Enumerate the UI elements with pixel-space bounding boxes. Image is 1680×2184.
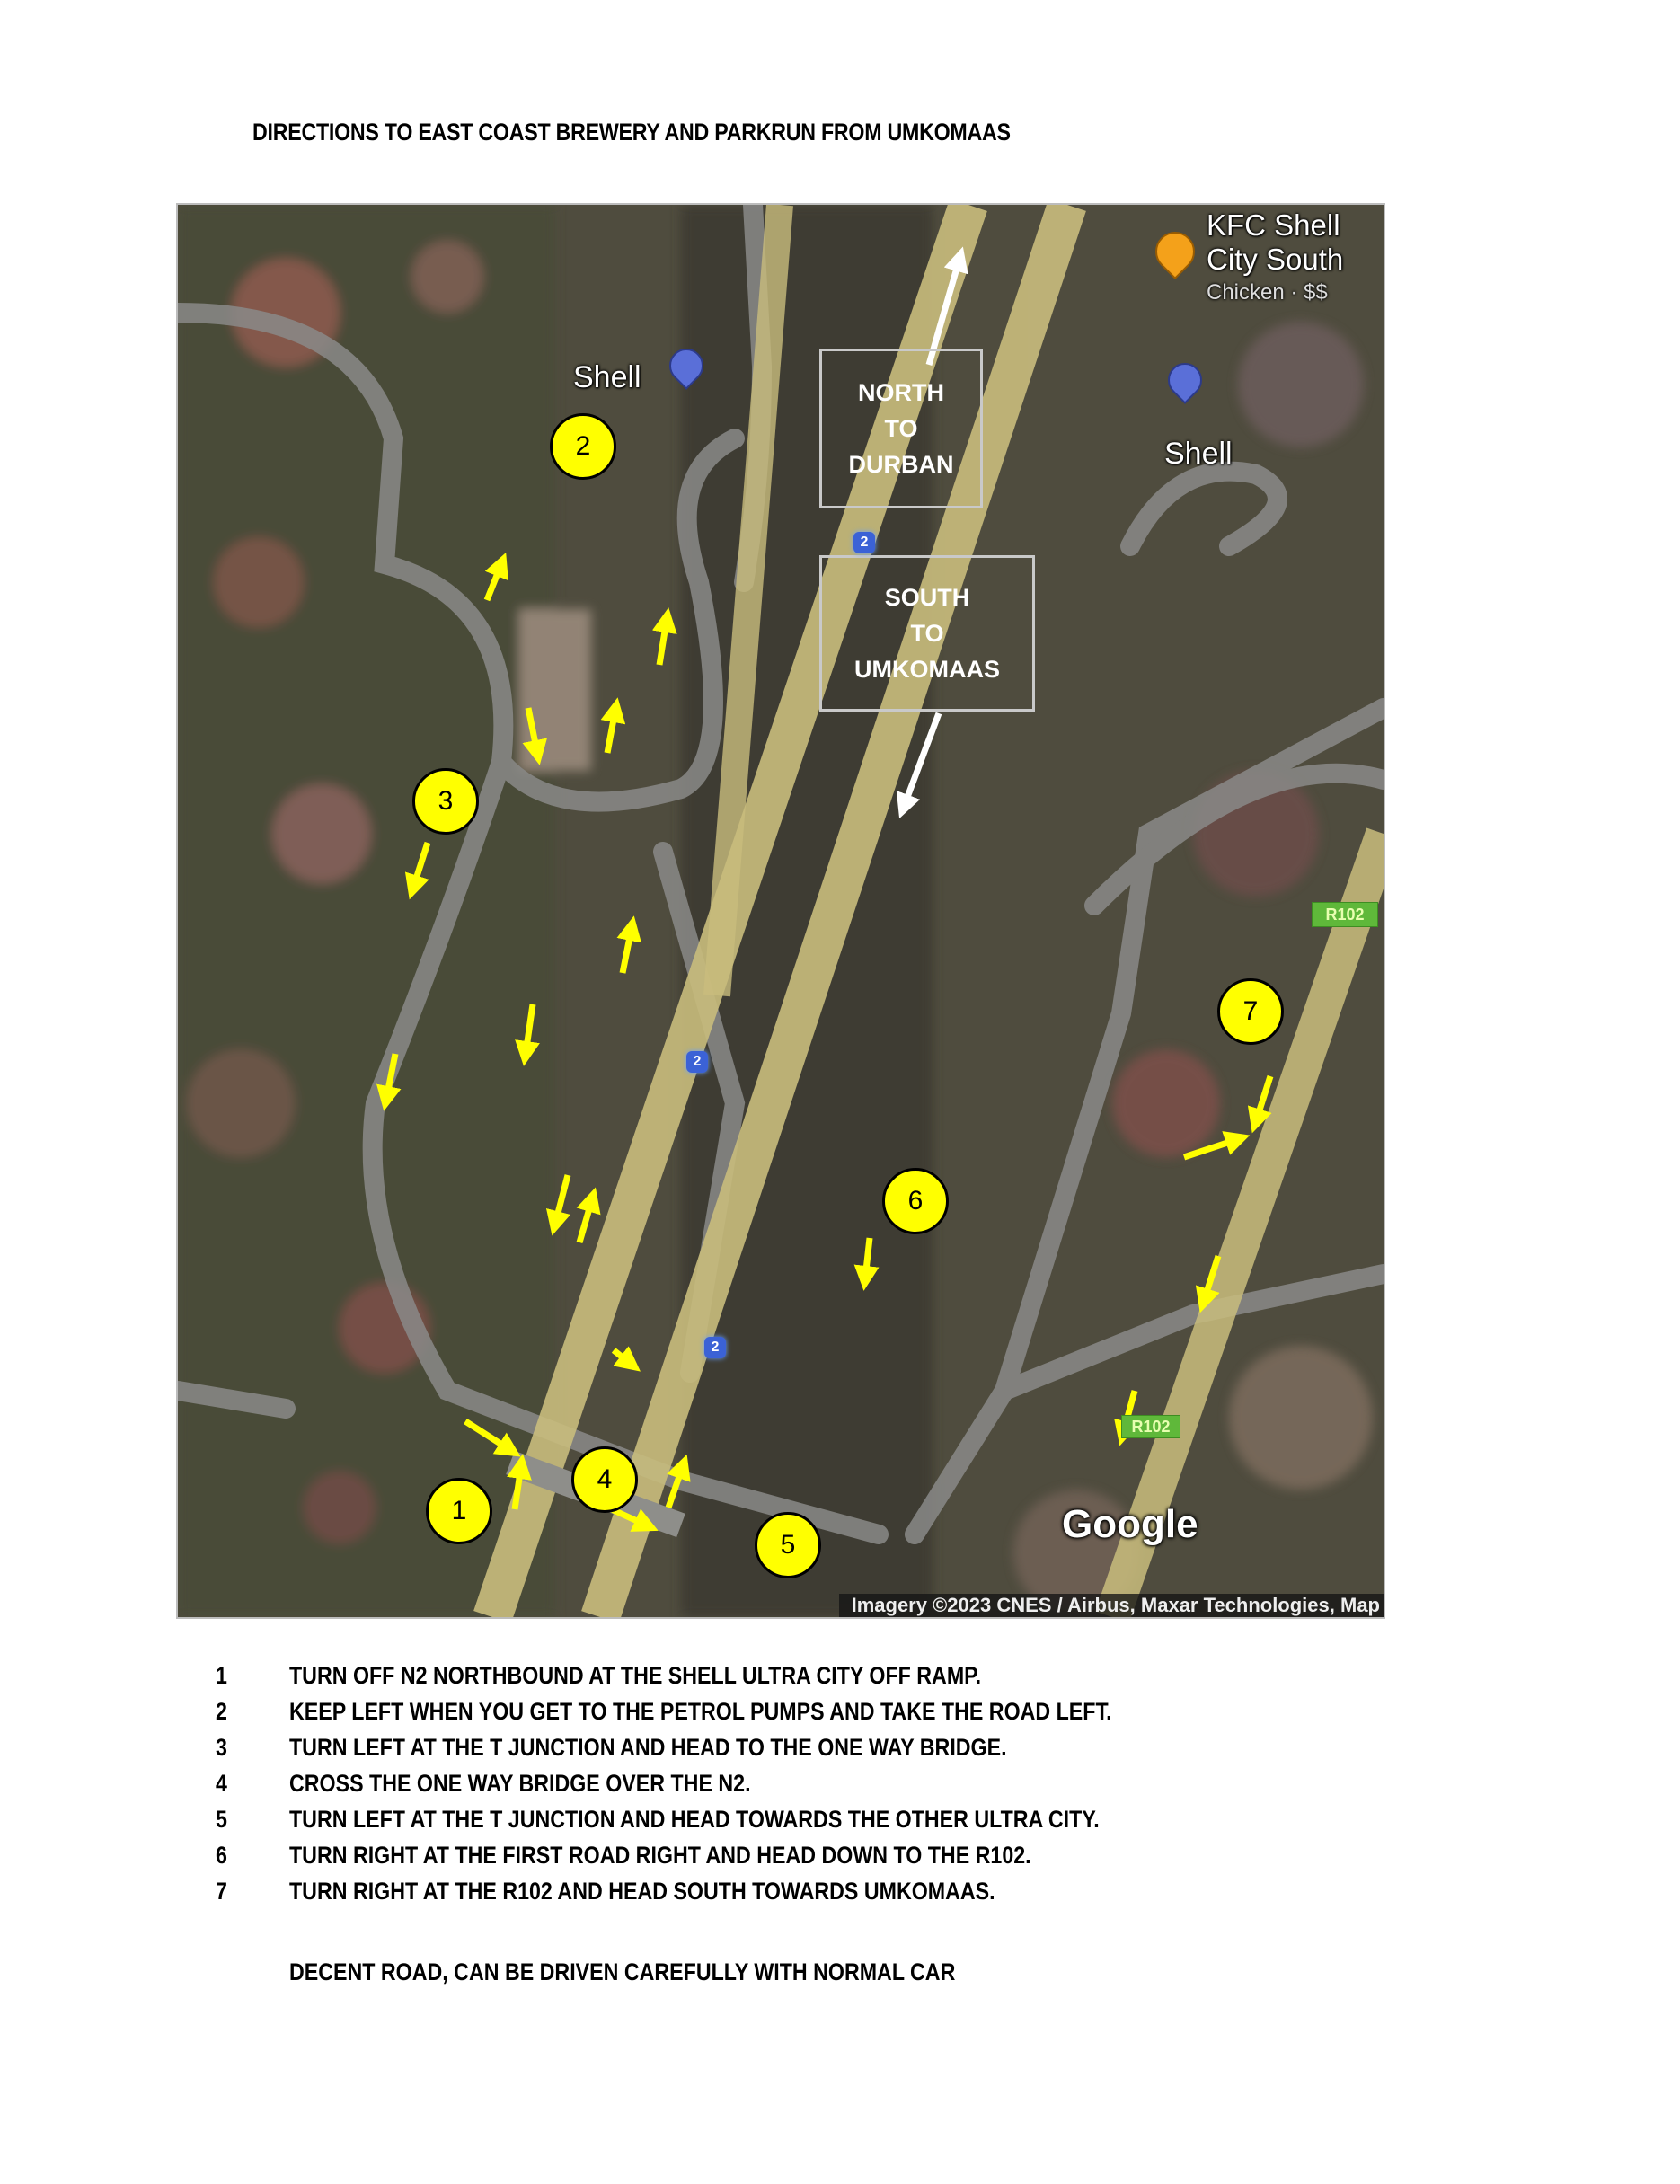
step-marker-5: 5 <box>755 1512 821 1578</box>
shell-label-east[interactable]: Shell <box>1164 437 1233 471</box>
box-line: TO <box>884 415 918 442</box>
step-text: TURN OFF N2 NORTHBOUND AT THE SHELL ULTRA CITY OFF RAMP. <box>289 1662 982 1689</box>
step-number: 5 <box>216 1806 227 1833</box>
kfc-subtitle: Chicken · $$ <box>1207 280 1328 305</box>
step-number: 2 <box>216 1698 227 1725</box>
step-number: 1 <box>216 1662 227 1689</box>
step-marker-1: 1 <box>426 1478 492 1544</box>
step-text: TURN LEFT AT THE T JUNCTION AND HEAD TO THE ONE WAY BRIDGE. <box>289 1734 1007 1761</box>
step-marker-6: 6 <box>882 1168 949 1234</box>
north-to-durban-box <box>819 349 983 508</box>
r102-route-label: R102 <box>1312 902 1378 927</box>
n2-shield-icon: 2 <box>704 1337 726 1358</box>
n2-shield-icon: 2 <box>853 532 875 553</box>
step-marker-2: 2 <box>550 413 616 480</box>
r102-route-label: R102 <box>1121 1415 1180 1438</box>
kfc-label-line2[interactable]: City South <box>1207 243 1344 276</box>
map-imagery <box>178 205 1384 1617</box>
step-marker-7: 7 <box>1217 978 1284 1045</box>
step-text: TURN RIGHT AT THE R102 AND HEAD SOUTH TOWARDS UMKOMAAS. <box>289 1878 995 1905</box>
box-line: TO <box>910 620 944 647</box>
south-to-umkomaas-box <box>819 555 1035 712</box>
n2-shield-icon: 2 <box>686 1051 708 1073</box>
shell-label-west[interactable]: Shell <box>573 360 641 394</box>
step-marker-3: 3 <box>412 768 479 835</box>
step-number: 4 <box>216 1770 227 1797</box>
step-marker-4: 4 <box>571 1446 638 1513</box>
box-line: UMKOMAAS <box>854 656 1000 683</box>
page-title: DIRECTIONS TO EAST COAST BREWERY AND PARKRUN FROM UMKOMAAS <box>252 119 1011 146</box>
map-attribution[interactable]: Imagery ©2023 CNES / Airbus, Maxar Technologies, Map <box>839 1594 1384 1617</box>
box-line: NORTH <box>858 379 944 406</box>
satellite-map <box>176 203 1385 1619</box>
box-line: SOUTH <box>884 584 970 611</box>
step-text: TURN RIGHT AT THE FIRST ROAD RIGHT AND HEAD DOWN TO THE R102. <box>289 1842 1031 1869</box>
box-line: DURBAN <box>848 451 954 478</box>
step-number: 6 <box>216 1842 227 1869</box>
step-number: 7 <box>216 1878 227 1905</box>
step-text: KEEP LEFT WHEN YOU GET TO THE PETROL PUMPS AND TAKE THE ROAD LEFT. <box>289 1698 1112 1725</box>
google-logo: Google <box>1062 1502 1198 1546</box>
kfc-label-line1[interactable]: KFC Shell <box>1207 208 1340 242</box>
step-text: CROSS THE ONE WAY BRIDGE OVER THE N2. <box>289 1770 751 1797</box>
step-number: 3 <box>216 1734 227 1761</box>
step-text: TURN LEFT AT THE T JUNCTION AND HEAD TOWARDS THE OTHER ULTRA CITY. <box>289 1806 1100 1833</box>
road-condition-note: DECENT ROAD, CAN BE DRIVEN CAREFULLY WITH NORMAL CAR <box>289 1959 956 1985</box>
